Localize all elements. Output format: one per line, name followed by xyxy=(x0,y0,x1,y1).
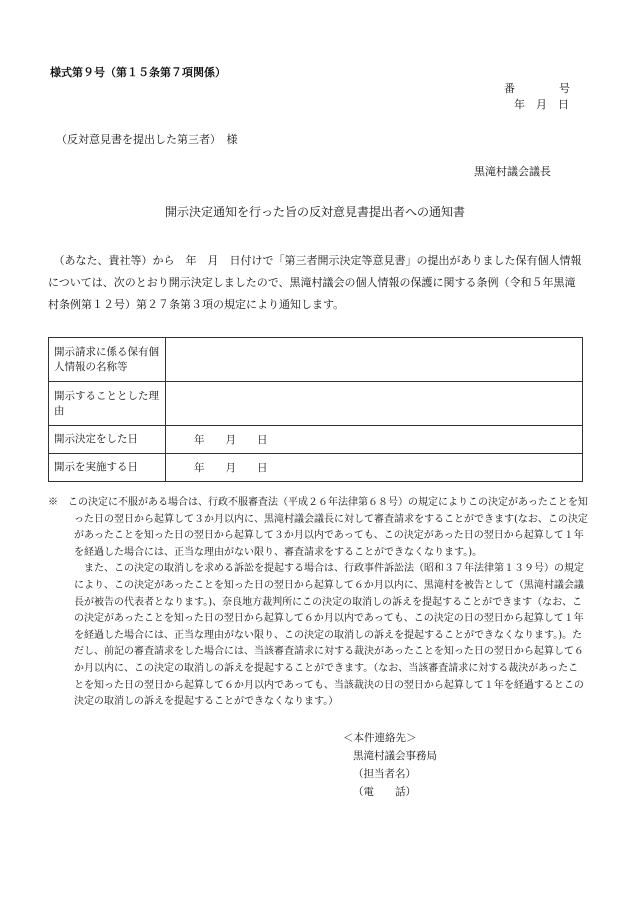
form-label: 様式第９号（第１５条第７項関係） xyxy=(50,66,226,79)
table-value: 年 月 日 xyxy=(166,454,583,482)
contact-person: （担当者名） xyxy=(353,768,416,780)
table-value xyxy=(166,338,583,382)
contact-heading: ＜本件連絡先＞ xyxy=(343,732,417,744)
table-row xyxy=(49,338,583,382)
body-text: （あなた、貴社等）から 年 月 日付けで「第三者開示決定等意見書」の提出がありました保有個人情報については、次のとおり開示決定しましたので、黒滝村議会の個人情報の保護に関する条例（令和５年黒滝村条例第１２号）第２７条第３項の規定により通知します。 xyxy=(48,254,582,311)
table-row xyxy=(49,382,583,426)
table-label: 開示を実施する日 xyxy=(49,454,166,482)
document-date: 年 月 日 xyxy=(514,98,569,111)
contact-office: 黒滝村議会事務局 xyxy=(353,750,437,762)
sender: 黒滝村議会議長 xyxy=(474,165,551,178)
notes-section xyxy=(48,495,588,711)
table-row xyxy=(49,454,583,482)
table-label: 開示することとした理由 xyxy=(49,382,166,426)
table-value: 年 月 日 xyxy=(166,426,583,454)
addressee: （反対意見書を提出した第三者） 様 xyxy=(56,133,238,146)
contact-block xyxy=(343,729,437,801)
table-label: 開示請求に係る保有個人情報の名称等 xyxy=(49,338,166,382)
table-row xyxy=(49,426,583,454)
body-paragraph xyxy=(48,250,583,316)
table-label: 開示決定をした日 xyxy=(49,426,166,454)
document-number: 番 号 xyxy=(504,82,570,95)
contact-phone: （電 話） xyxy=(353,786,416,798)
table-value xyxy=(166,382,583,426)
note-lawsuit: また、この決定の取消しを求める訴訟を提起する場合は、行政事件訴訟法（昭和３７年法律第１３９号）の規定により、この決定があったことを知った日の翌日から起算して６か月以内に、黒滝村を被告として（黒滝村議会議長が被告の代表者となります。)、奈良地方裁判所にこの決定の取消しの訴えを提起することができます（なお、この決定があったことを知った日の翌日から起算して６か月以内であっても、この決定の日の翌日から起算して１年を経過した場合には、正当な理由がない限り、この決定の取消しの訴えを提起することができなくなります。)。ただし、前記の審査請求をした場合には、当該審査請求に対する裁決があったことを知った日の翌日から起算して６か月以内に、この決定の取消しの訴えを提起することができます。（なお、当該審査請求に対する裁決があったことを知った日の翌日から起算して６か月以内であっても、当該裁決の日の翌日から起算して１年を経過するとこの決定の取消しの訴えを提起することができなくなります。） xyxy=(74,563,584,708)
note-appeal: ※ この決定に不服がある場合は、行政不服審査法（平成２６年法律第６８号）の規定によりこの決定があったことを知った日の翌日から起算して３か月以内に、黒滝村議会議長に対して審査請求をすることができます(なお、この決定があったことを知った日の翌日から起算して３か月以内であっても、この決定があった日の翌日から起算して１年を経過した場合には、正当な理由がない限り、審査請求をすることができなくなります。)。 xyxy=(48,497,588,558)
document-title: 開示決定通知を行った旨の反対意見書提出者への通知書 xyxy=(164,205,465,219)
disclosure-info-table xyxy=(48,337,583,482)
